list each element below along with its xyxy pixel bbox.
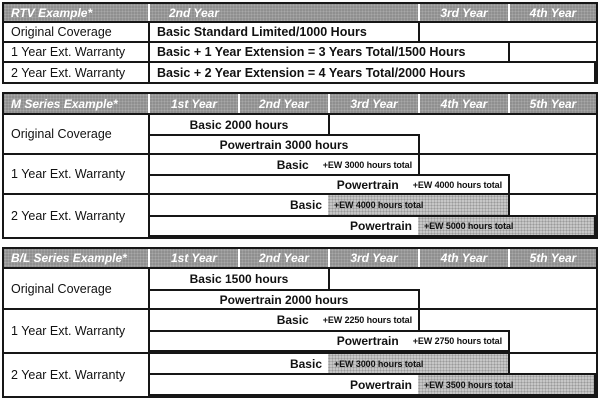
basic-extension-bar: [150, 354, 510, 375]
m-series-table-title: M Series Example*: [11, 96, 118, 111]
powertrain-extension-bar: [150, 330, 510, 352]
bar-text: Powertrain 3000 hours: [219, 137, 349, 152]
rtv-table: [2, 2, 598, 84]
year-header: 3rd Year: [350, 251, 398, 265]
base-period: [150, 217, 418, 235]
row-label: 2 Year Ext. Warranty: [4, 63, 150, 82]
bar-text: Basic: [276, 157, 309, 172]
row-label: Original Coverage: [4, 23, 150, 41]
bar-text: Powertrain: [349, 377, 412, 392]
bar-note: +EW 2250 hours total: [322, 315, 412, 325]
bar-text: Basic: [289, 198, 322, 212]
year-header: 1st Year: [170, 96, 218, 111]
bar-note: +EW 5000 hours total: [424, 221, 514, 231]
bar-text: Powertrain: [336, 177, 399, 192]
bar-text: Basic: [276, 313, 309, 327]
year-header: 4th Year: [440, 96, 488, 111]
row-label: Original Coverage: [4, 269, 150, 308]
base-period: [150, 195, 328, 215]
bar-text: Powertrain 2000 hours: [219, 292, 349, 307]
basic-extension-bar: [150, 195, 510, 217]
row-label: 2 Year Ext. Warranty: [4, 354, 150, 396]
powertrain-extension-bar: [150, 174, 510, 195]
bar-text: Basic 2000 hours: [189, 117, 289, 132]
bar-text: Powertrain: [349, 219, 412, 233]
basic-extension-bar: [150, 310, 420, 332]
powertrain-extension-bar: [150, 373, 596, 396]
year-header: 4th Year: [440, 251, 488, 265]
bar-text: Powertrain: [336, 334, 399, 348]
year-header: 1st Year: [170, 251, 218, 265]
m-series-table-header: [4, 94, 596, 115]
year-header: 3rd Year: [440, 5, 488, 20]
bar-text: Basic 1500 hours: [189, 272, 289, 286]
bar-note: +EW 4000 hours total: [334, 200, 424, 210]
bl-series-table-title: B/L Series Example*: [11, 251, 127, 265]
row-label: 1 Year Ext. Warranty: [4, 310, 150, 352]
basic-coverage-bar: [150, 115, 330, 136]
year-header: 5th Year: [529, 251, 577, 265]
rtv-table-title: RTV Example*: [11, 5, 93, 20]
bar-note: +EW 3000 hours total: [334, 358, 424, 369]
coverage-bar: Basic Standard Limited/1000 Hours: [150, 23, 420, 41]
bar-note: +EW 2750 hours total: [412, 336, 502, 346]
coverage-bar: Basic + 2 Year Extension = 4 Years Total/2000 Hours: [150, 63, 596, 82]
row-label: 2 Year Ext. Warranty: [4, 195, 150, 237]
row-label: Original Coverage: [4, 115, 150, 153]
year-header: 2nd Year: [168, 5, 220, 20]
basic-coverage-bar: [150, 269, 330, 291]
bar-text: Basic: [289, 356, 322, 371]
extension-shade: [418, 375, 594, 394]
row-label: 1 Year Ext. Warranty: [4, 43, 150, 61]
bar-note: +EW 3000 hours total: [322, 159, 412, 170]
year-header: 2nd Year: [258, 96, 310, 111]
year-header: 2nd Year: [258, 251, 310, 265]
coverage-bar: Basic + 1 Year Extension = 3 Years Total/1500 Hours: [150, 43, 510, 61]
year-header: 3rd Year: [350, 96, 398, 111]
base-period: [150, 354, 328, 373]
m-series-table: [2, 92, 598, 239]
powertrain-coverage-bar: [150, 289, 420, 310]
powertrain-coverage-bar: [150, 134, 420, 155]
year-header: 4th Year: [529, 5, 577, 20]
row-label: 1 Year Ext. Warranty: [4, 155, 150, 193]
base-period: [150, 375, 418, 394]
bar-note: +EW 3500 hours total: [424, 379, 514, 390]
extension-shade: [328, 195, 508, 215]
extension-shade: [418, 217, 594, 235]
powertrain-extension-bar: [150, 215, 596, 237]
year-header: 5th Year: [529, 96, 577, 111]
extension-shade: [328, 354, 508, 373]
bl-series-table-header: [4, 249, 596, 269]
basic-extension-bar: [150, 155, 420, 176]
bl-series-table: [2, 247, 598, 398]
bar-note: +EW 4000 hours total: [412, 179, 502, 190]
rtv-table-header: [4, 4, 596, 23]
